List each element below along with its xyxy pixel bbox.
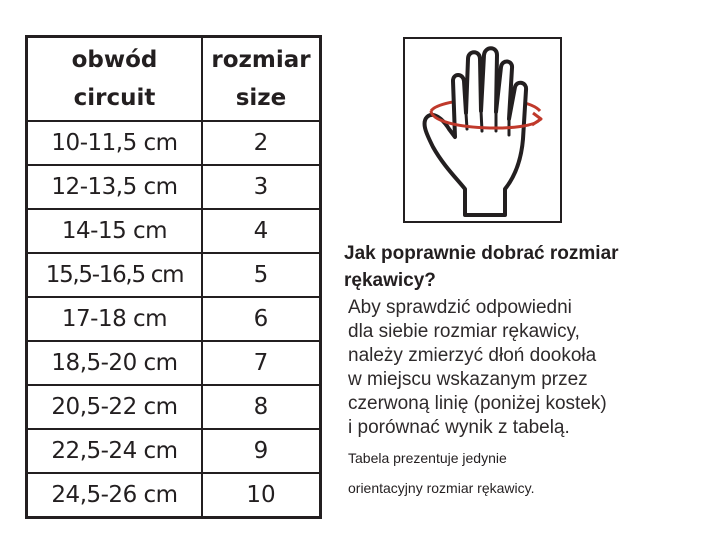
- description-note: [348, 443, 699, 503]
- table-row: [27, 385, 321, 429]
- header-size-pl: rozmiar: [211, 47, 311, 73]
- table-row: [27, 429, 321, 473]
- body-line: w miejscu wskazanym przez: [348, 369, 588, 390]
- header-circumference-en: circuit: [73, 85, 156, 111]
- heading-line: Jak poprawnie dobrać rozmiar: [344, 243, 619, 264]
- circumference-cell: 10-11,5 cm: [27, 121, 203, 165]
- circumference-cell: 15,5-16,5 cm: [27, 253, 203, 297]
- description-heading: [344, 240, 699, 294]
- header-size: [202, 37, 321, 122]
- size-cell: 2: [202, 121, 321, 165]
- size-cell: 5: [202, 253, 321, 297]
- table-row: [27, 209, 321, 253]
- size-cell: 3: [202, 165, 321, 209]
- heading-line: rękawicy?: [344, 270, 436, 291]
- circumference-cell: 22,5-24 cm: [27, 429, 203, 473]
- hand-illustration: [403, 37, 562, 223]
- description-body: [348, 296, 699, 440]
- header-size-en: size: [235, 85, 287, 111]
- note-line: orientacyjny rozmiar rękawicy.: [348, 480, 535, 496]
- note-line: Tabela prezentuje jedynie: [348, 450, 507, 466]
- table-row: [27, 253, 321, 297]
- table-row: [27, 165, 321, 209]
- body-line: dla siebie rozmiar rękawicy,: [348, 321, 580, 342]
- header-circumference: [27, 37, 203, 122]
- circumference-cell: 14-15 cm: [27, 209, 203, 253]
- size-cell: 8: [202, 385, 321, 429]
- glove-size-table: [25, 35, 322, 519]
- circumference-cell: 20,5-22 cm: [27, 385, 203, 429]
- table-header-row: [27, 37, 321, 122]
- table-row: [27, 341, 321, 385]
- circumference-cell: 18,5-20 cm: [27, 341, 203, 385]
- size-cell: 9: [202, 429, 321, 473]
- size-cell: 7: [202, 341, 321, 385]
- body-line: czerwoną linię (poniżej kostek): [348, 393, 607, 414]
- body-line: i porównać wynik z tabelą.: [348, 417, 570, 438]
- circumference-cell: 24,5-26 cm: [27, 473, 203, 518]
- size-guide-description: [344, 240, 699, 503]
- table-row: [27, 297, 321, 341]
- body-line: Aby sprawdzić odpowiedni: [348, 297, 572, 318]
- size-cell: 6: [202, 297, 321, 341]
- circumference-cell: 12-13,5 cm: [27, 165, 203, 209]
- size-cell: 10: [202, 473, 321, 518]
- size-cell: 4: [202, 209, 321, 253]
- hand-measure-icon: [405, 39, 564, 225]
- table-row: [27, 473, 321, 518]
- body-line: należy zmierzyć dłoń dookoła: [348, 345, 597, 366]
- header-circumference-pl: obwód: [71, 47, 158, 73]
- circumference-cell: 17-18 cm: [27, 297, 203, 341]
- table-row: [27, 121, 321, 165]
